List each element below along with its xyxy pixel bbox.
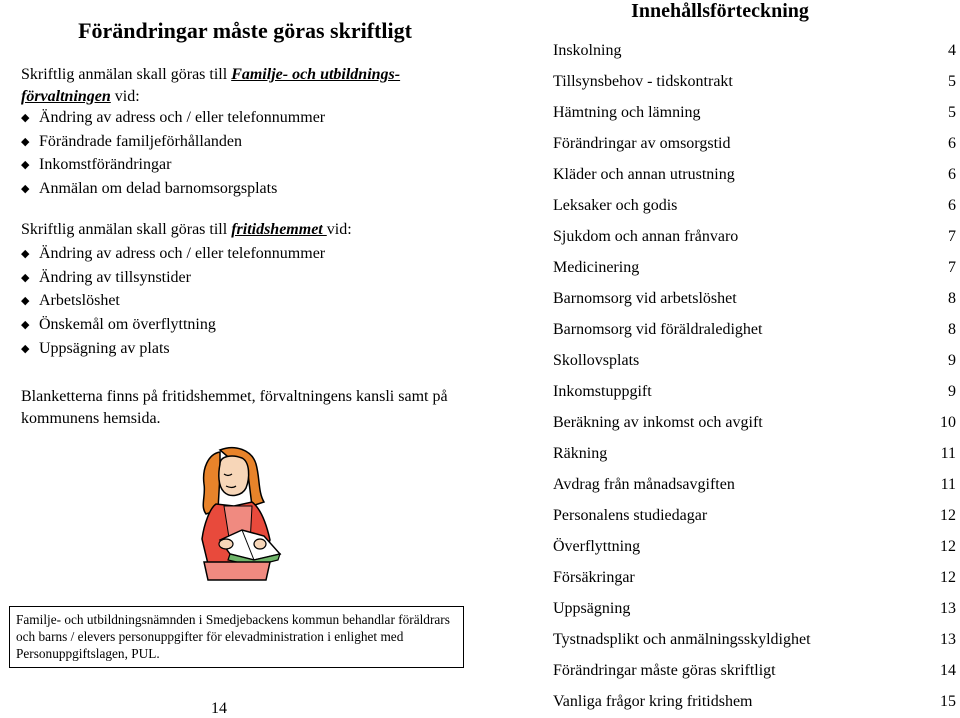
section2-intro-target: fritidshemmet (231, 221, 327, 238)
section1-list (21, 106, 325, 201)
toc-entry-label: Medicinering (553, 259, 640, 276)
toc-entry[interactable] (553, 686, 960, 717)
toc-entry[interactable] (553, 221, 960, 252)
section2-intro-after: vid: (326, 221, 352, 238)
section1-intro (21, 64, 461, 108)
privacy-note-box (9, 606, 464, 668)
toc-entry-page: 13 (940, 600, 956, 617)
toc-entry[interactable] (553, 469, 960, 500)
section1-intro-target: Familje- och utbildnings- förvaltningen (21, 66, 401, 105)
list-item: ◆ Arbetslöshet (21, 289, 325, 313)
forms-note: Blanketterna finns på fritidshemmet, förvaltningens kansli samt på kommunens hemsida. (21, 388, 448, 427)
toc-entry[interactable] (553, 407, 960, 438)
toc-entry-page: 11 (940, 445, 956, 462)
toc-entry[interactable] (553, 35, 960, 66)
toc-entry[interactable] (553, 655, 960, 686)
toc-entry-label: Barnomsorg vid föräldraledighet (553, 321, 763, 338)
toc-entry[interactable] (553, 190, 960, 221)
toc-entry-page: 12 (940, 569, 956, 586)
toc-entry-page: 15 (940, 693, 956, 710)
list-item: ◆ Önskemål om överflyttning (21, 313, 325, 337)
section1-intro-after: vid: (110, 88, 140, 105)
toc-entry-page: 10 (940, 414, 956, 431)
toc-entry[interactable] (553, 438, 960, 469)
toc-entry-page: 9 (948, 383, 956, 400)
toc-entry-page: 5 (948, 104, 956, 121)
toc-entry-page: 7 (948, 259, 956, 276)
toc-entry-label: Kläder och annan utrustning (553, 166, 735, 183)
toc-entry[interactable] (553, 159, 960, 190)
toc-entry[interactable] (553, 345, 960, 376)
diamond-bullet-icon: ◆ (21, 342, 30, 355)
diamond-bullet-icon: ◆ (21, 319, 30, 332)
toc-entry[interactable] (553, 314, 960, 345)
toc-title: Innehållsförteckning (631, 0, 809, 22)
section2-list (21, 242, 325, 360)
toc-entry-page: 14 (940, 662, 956, 679)
toc-entry-page: 7 (948, 228, 956, 245)
toc-entry-page: 11 (940, 476, 956, 493)
toc-entry[interactable] (553, 531, 960, 562)
toc-entry-label: Personalens studiedagar (553, 507, 708, 524)
diamond-bullet-icon: ◆ (21, 295, 30, 308)
toc-entry-page: 12 (940, 507, 956, 524)
right-page (480, 0, 960, 718)
toc-entry-label: Leksaker och godis (553, 197, 678, 214)
toc-entry-label: Inkomstuppgift (553, 383, 652, 400)
diamond-bullet-icon: ◆ (21, 112, 30, 124)
page-number: 14 (211, 700, 227, 717)
section1-intro-before: Skriftlig anmälan skall göras till (21, 66, 232, 83)
toc-entry-label: Barnomsorg vid arbetslöshet (553, 290, 737, 307)
toc-entry-label: Tystnadsplikt och anmälningsskyldighet (553, 631, 811, 648)
list-item: ◆ Anmälan om delad barnomsorgsplats (21, 177, 325, 201)
toc-entry-label: Beräkning av inkomst och avgift (553, 414, 763, 431)
toc-entry-label: Försäkringar (553, 569, 635, 586)
section2-intro-before: Skriftlig anmälan skall göras till (21, 221, 232, 238)
diamond-bullet-icon: ◆ (21, 248, 30, 260)
toc-entry-page: 12 (940, 538, 956, 555)
toc-entry-page: 6 (948, 197, 956, 214)
diamond-bullet-icon: ◆ (21, 159, 30, 172)
list-item: ◆ Förändrade familjeförhållanden (21, 130, 325, 154)
girl-reading-illustration (190, 444, 285, 584)
list-item: ◆ Uppsägning av plats (21, 337, 325, 361)
toc-entry-page: 8 (948, 321, 956, 338)
toc-entry[interactable] (553, 97, 960, 128)
toc-entry-page: 13 (940, 631, 956, 648)
toc-entry-page: 5 (948, 73, 956, 90)
toc-entry[interactable] (553, 376, 960, 407)
toc-entry-page: 6 (948, 135, 956, 152)
list-item: ◆ Ändring av tillsynstider (21, 266, 325, 290)
list-item: ◆ Ändring av adress och / eller telefonnummer (21, 242, 325, 266)
toc-entry[interactable] (553, 500, 960, 531)
toc-entry[interactable] (553, 593, 960, 624)
toc-entry-page: 8 (948, 290, 956, 307)
toc-entry[interactable] (553, 562, 960, 593)
privacy-note-text: Familje- och utbildningsnämnden i Smedjebackens kommun behandlar föräldrars och barns / elevers personuppgifter för elevadministration i enlighet med Personuppgiftslagen, PUL. (16, 612, 450, 661)
toc-list (553, 35, 960, 717)
toc-entry-label: Överflyttning (553, 538, 641, 555)
toc-entry-label: Skollovsplats (553, 352, 640, 369)
toc-entry-page: 9 (948, 352, 956, 369)
toc-entry-label: Sjukdom och annan frånvaro (553, 228, 739, 245)
page-title: Förändringar måste göras skriftligt (78, 18, 412, 43)
toc-entry-label: Inskolning (553, 42, 622, 59)
toc-entry-label: Räkning (553, 445, 608, 462)
diamond-bullet-icon: ◆ (21, 271, 30, 284)
toc-entry[interactable] (553, 624, 960, 655)
diamond-bullet-icon: ◆ (21, 183, 30, 196)
toc-entry-label: Vanliga frågor kring fritidshem (553, 693, 753, 710)
toc-entry-label: Hämtning och lämning (553, 104, 701, 121)
section2-intro (21, 219, 461, 241)
toc-entry-label: Förändringar måste göras skriftligt (553, 662, 776, 679)
list-item: ◆ Inkomstförändringar (21, 153, 325, 177)
toc-entry-label: Avdrag från månadsavgiften (553, 476, 735, 493)
toc-entry[interactable] (553, 128, 960, 159)
toc-entry-label: Förändringar av omsorgstid (553, 135, 731, 152)
toc-entry-page: 4 (948, 42, 956, 59)
toc-entry[interactable] (553, 283, 960, 314)
toc-entry-label: Uppsägning (553, 600, 631, 617)
toc-entry[interactable] (553, 252, 960, 283)
diamond-bullet-icon: ◆ (21, 135, 30, 148)
list-item: ◆ Ändring av adress och / eller telefonnummer (21, 106, 325, 130)
toc-entry-page: 6 (948, 166, 956, 183)
toc-entry[interactable] (553, 66, 960, 97)
toc-entry-label: Tillsynsbehov - tidskontrakt (553, 73, 733, 90)
